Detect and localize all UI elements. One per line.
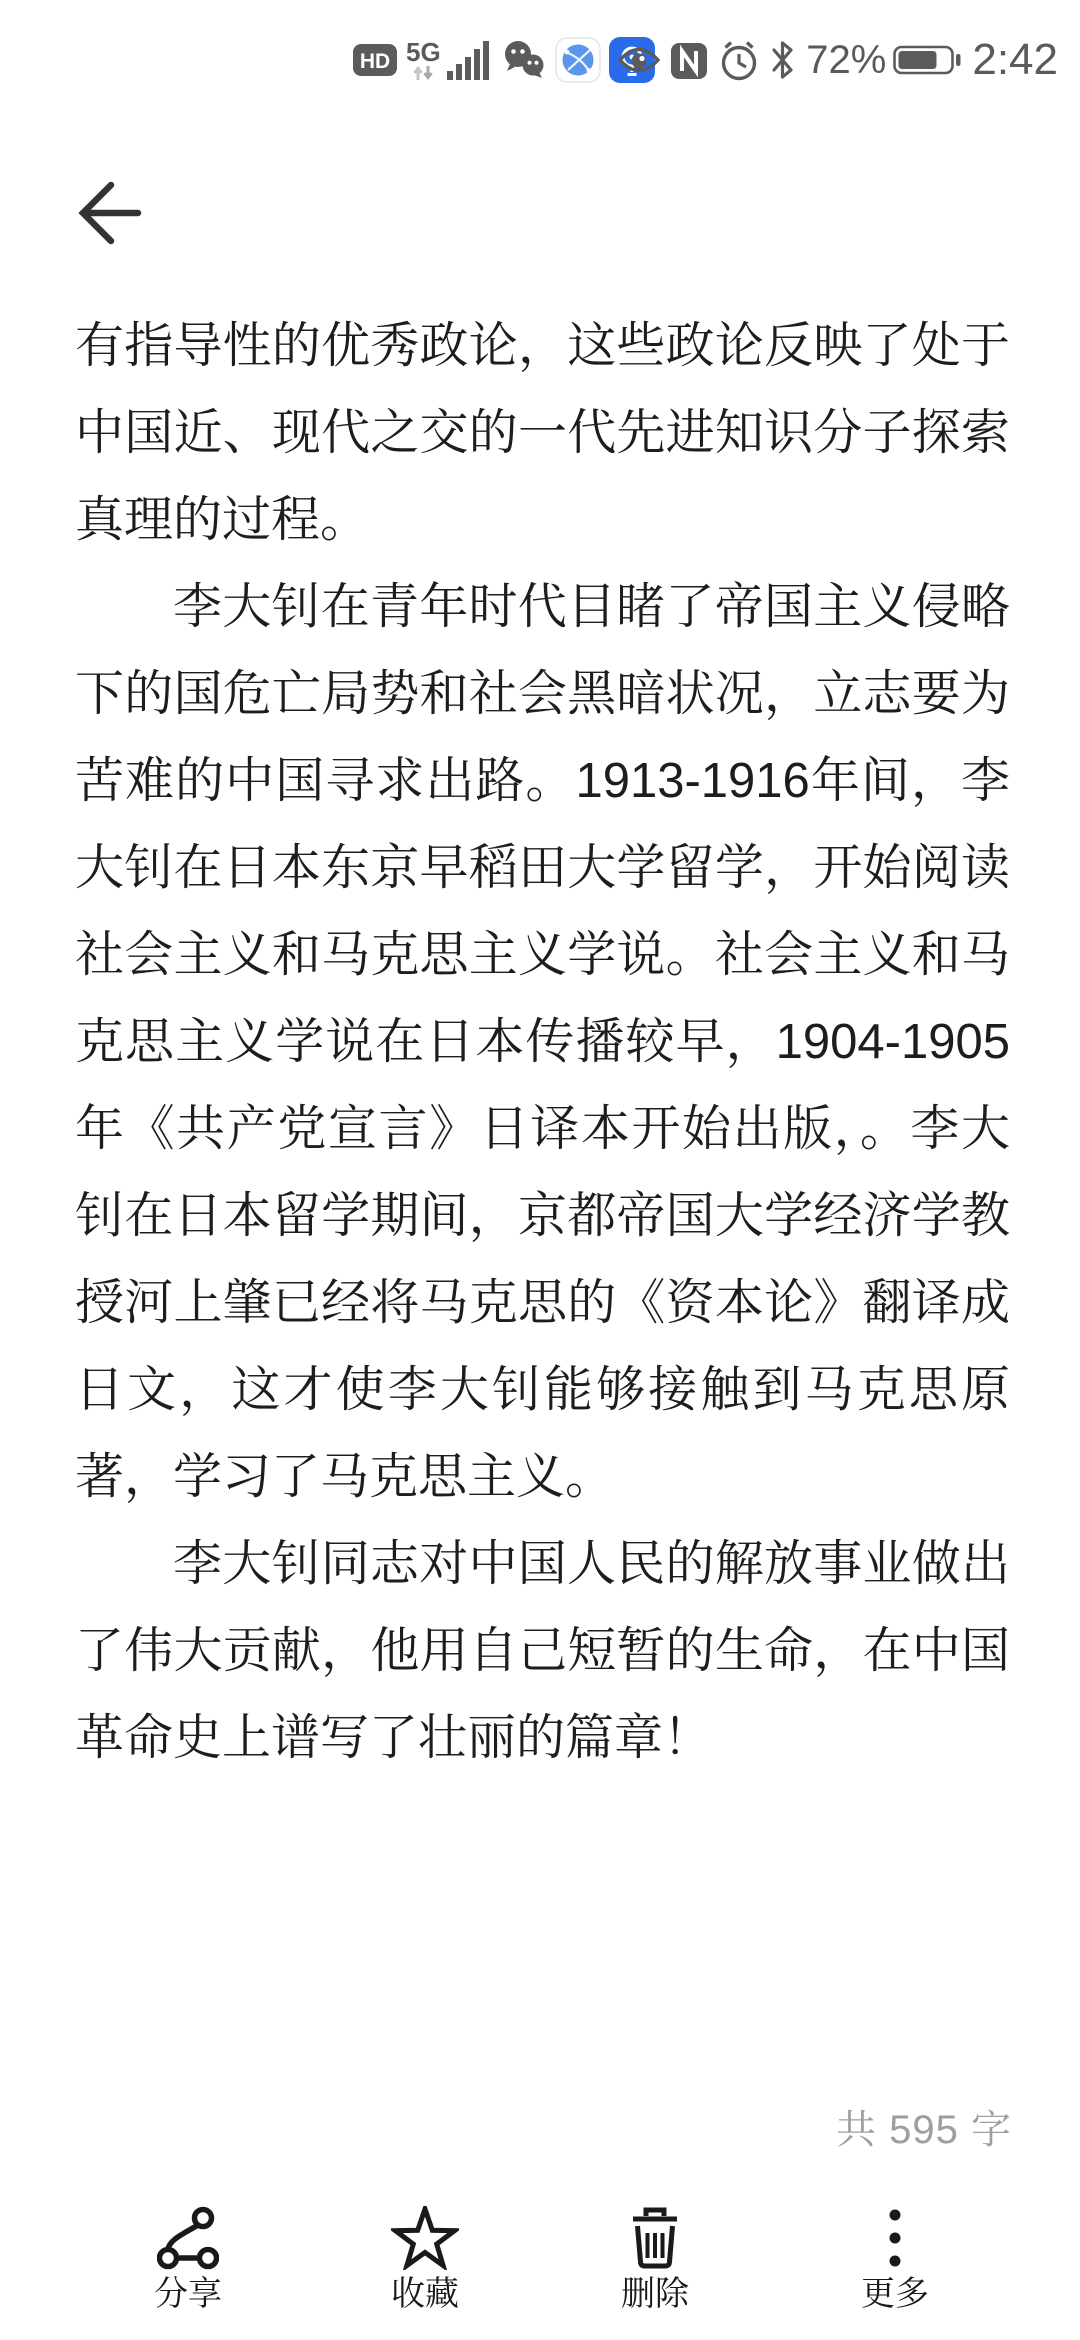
star-icon: [391, 2205, 459, 2271]
note-paragraph: 李大钊同志对中国人民的解放事业做出了伟大贡献，他用自己短暂的生命，在中国革命史上谱写了壮丽的篇章！: [75, 1537, 1010, 1765]
status-bar-right-cluster: [616, 30, 1058, 90]
share-button[interactable]: [113, 2205, 263, 2335]
word-count-label: 共 595 字: [836, 2108, 1012, 2152]
share-icon: [157, 2205, 219, 2271]
more-dots-icon: [887, 2205, 903, 2271]
back-arrow-icon: [76, 178, 142, 248]
delete-button[interactable]: [580, 2205, 730, 2335]
bluetooth-icon: [769, 39, 797, 81]
svg-text:HD: HD: [359, 50, 391, 73]
battery-percent-label: 72%: [806, 37, 887, 82]
note-paragraph: 李大钊在青年时代目睹了帝国主义侵略下的国危亡局势和社会黑暗状况，立志要为苦难的中国寻求出路。1913-1916年间，李大钊在日本东京早稻田大学留学，开始阅读社会主义和马克思主义学说。社会主义和马克思主义学说在日本传播较早，1904-1905年《共产党宣言》日译本开始出版，。李大钊在日本留学期间，京都帝国大学经济学教授河上肇已经将马克思的《资本论》翻译成日文，这才使李大钊能够接触到马克思原著，学习了马克思主义。: [75, 580, 1010, 1504]
network-type: [406, 39, 441, 81]
favorite-label: 收藏: [391, 2275, 459, 2313]
alarm-clock-icon: [716, 38, 762, 82]
delete-label: 删除: [621, 2275, 689, 2313]
network-type-label: 5G: [406, 37, 441, 67]
status-bar-left-cluster: [352, 30, 655, 90]
hd-badge-icon: [352, 43, 398, 77]
eye-comfort-icon: [616, 40, 662, 80]
bottom-toolbar: [0, 2205, 1080, 2340]
more-label: 更多: [861, 2275, 929, 2313]
battery-icon: [893, 43, 961, 77]
more-button[interactable]: [820, 2205, 970, 2335]
back-button[interactable]: [76, 178, 142, 248]
signal-bars-icon: [447, 39, 493, 81]
wechat-icon: [501, 39, 547, 81]
updown-arrows-icon: [411, 65, 435, 81]
share-label: 分享: [154, 2275, 222, 2313]
status-bar: [0, 30, 1080, 90]
note-content[interactable]: [75, 303, 1010, 1782]
note-paragraph: 有指导性的优秀政论，这些政论反映了处于中国近、现代之交的一代先进知识分子探索真理的过程。: [75, 319, 1010, 547]
favorite-button[interactable]: [350, 2205, 500, 2335]
nfc-icon: [669, 39, 709, 81]
clock-label: 2:42: [972, 35, 1058, 84]
browser-globe-icon: [555, 37, 601, 83]
trash-icon: [626, 2205, 684, 2271]
